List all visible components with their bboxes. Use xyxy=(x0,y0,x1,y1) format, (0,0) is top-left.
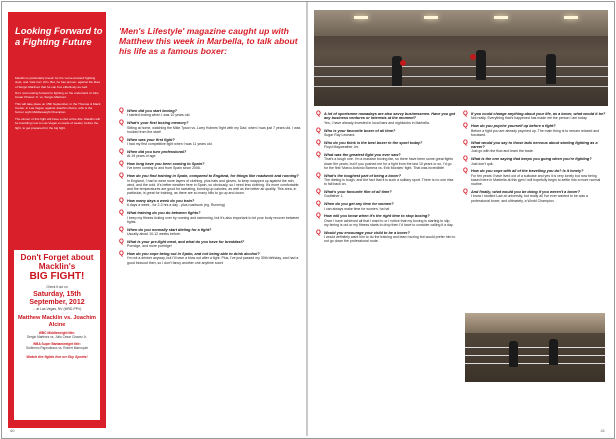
answer-text: Sugar Ray Leonard. xyxy=(324,133,356,138)
promo-tv: Watch the fights live on Sky Sports! xyxy=(26,355,88,360)
ring-sparring-photo xyxy=(465,313,605,382)
answer-text: 6 days a week - for 2-3 hrs a day - plus roadwork (eg. Running) xyxy=(127,203,226,208)
question-marker-icon: Q xyxy=(316,138,321,146)
question-text: Who do you think is the best boxer in the sport today? xyxy=(324,140,423,145)
answer-text: At 19 years of age. xyxy=(127,154,157,159)
answer-text: The dieting is tough, and the fact that it is such a solitary sport. There is no one else to fall back on. xyxy=(324,178,454,187)
question-text: What training do you do between fights? xyxy=(127,211,201,216)
qa-item xyxy=(316,126,456,138)
promo-venue: ... at Las Vegas, NV (MRD-PPV) xyxy=(32,307,82,312)
qa-item xyxy=(119,252,301,265)
promo-detail-label: WBC Middleweight title: xyxy=(38,330,76,335)
question-marker-icon: Q xyxy=(119,107,124,114)
question-text: When did you turn professional? xyxy=(127,149,187,154)
qa-column-right-2 xyxy=(463,112,607,206)
page-number-left: 40 xyxy=(10,428,15,433)
question-marker-icon: Q xyxy=(463,188,468,196)
answer-text: Usually about 10-12 weeks before. xyxy=(127,232,181,237)
qa-item xyxy=(119,199,301,208)
question-marker-icon: Q xyxy=(119,237,124,245)
qa-column-left xyxy=(119,109,301,268)
qa-item xyxy=(119,147,301,159)
question-marker-icon: Q xyxy=(316,171,321,179)
qa-item xyxy=(463,157,607,166)
question-marker-icon: Q xyxy=(119,250,124,258)
answer-text: I keep my fitness ticking over by running and swimming, but it's also important to let your body recover between fights. xyxy=(127,215,300,224)
promo-matchup: Matthew Macklin vs. Joachim Alcine xyxy=(17,315,97,328)
question-text: What's the toughest part of being a boxer? xyxy=(324,173,402,178)
question-text: How long have you been coming to Spain? xyxy=(127,162,205,167)
question-marker-icon: Q xyxy=(316,200,321,208)
qa-item xyxy=(463,112,607,121)
question-marker-icon: Q xyxy=(463,138,468,146)
qa-item xyxy=(119,174,301,195)
question-text: What's your favourite film of all time? xyxy=(324,190,392,195)
question-text: What's your first boxing memory? xyxy=(127,121,189,126)
answer-text: Just go with the flow and learn the trade. xyxy=(471,149,534,154)
page-gutter xyxy=(306,2,308,436)
question-text: When do you get any time for women? xyxy=(324,202,394,207)
qa-item xyxy=(316,214,456,227)
left-page xyxy=(2,2,305,436)
answer-text: I know I studied Law at university, but really all I've ever wanted to be was a professional boxer, and ultimately, a World Champion. xyxy=(471,194,588,203)
promo-detail xyxy=(14,331,100,339)
promo-detail-value: Guillermo Rigondeaux vs. Robert Marroquin xyxy=(25,346,89,351)
answer-text: Porridge, and more porridge! xyxy=(127,244,172,249)
right-page xyxy=(309,2,613,436)
question-text: How do you cope with all of the travelling you do? Is it lonely? xyxy=(471,169,584,174)
promo-big-fight: BIG FIGHT! xyxy=(29,271,85,283)
qa-item xyxy=(119,162,301,171)
answer-text: I'm not a drinker anyway, but I'll have a blow out after a fight. Plus, I've just passed my 30th birthday, and had a good blowout then, so I don't fancy another one anytime soon! xyxy=(127,256,299,265)
sidebar-paragraph: This will take place on 15th September, in the Thomas & Mack Center, in Las Vegas, against Joachim Alcine, who is the former Light Middleweight Champion. xyxy=(15,101,101,115)
qa-item xyxy=(316,112,456,125)
sidebar-body xyxy=(15,76,101,132)
question-marker-icon: Q xyxy=(316,188,321,196)
fight-promo-box xyxy=(14,250,100,420)
question-text: Who is your favourite boxer of all time? xyxy=(324,128,396,133)
promo-detail-value: Sergio Martinez vs. Julio Cesar Chavez Jr. xyxy=(26,334,88,339)
question-text: How do you cope being out in Spain, and not being able to drink alcohol? xyxy=(127,252,260,257)
question-text: When did you start boxing? xyxy=(127,109,177,113)
question-marker-icon: Q xyxy=(463,122,468,130)
qa-item xyxy=(119,109,301,118)
sidebar-paragraph: He's now looking forward to fighting on the undercard of Julio Cesar Chavez Jr. vs. Sergio Martinez. xyxy=(15,91,99,100)
question-text: What would you say to those lads nervous about starting fighting as a career? xyxy=(471,140,598,150)
question-marker-icon: Q xyxy=(316,110,321,117)
question-text: If you could change anything about your life, as a boxer, what would it be? xyxy=(471,112,606,116)
qa-item xyxy=(316,190,456,199)
question-marker-icon: Q xyxy=(463,167,468,175)
qa-item xyxy=(316,228,456,244)
answer-text: I can always make time for women, ha ha! xyxy=(324,206,390,211)
question-marker-icon: Q xyxy=(119,197,124,205)
qa-item xyxy=(316,153,456,170)
question-marker-icon: Q xyxy=(316,228,321,236)
answer-text: Before a fight you are already psyched up. The main thing is to remain relaxed and focussed. xyxy=(471,128,600,137)
answer-text: Once I have achieved all that I want to or I notice that my boxing is starting to slip, my timing is out or my fitness starts to drop then I'd have to consider calling it a day. xyxy=(324,218,454,228)
answer-text: Just don't quit. xyxy=(471,161,494,166)
qa-item xyxy=(119,225,301,237)
answer-text: I started boxing when I was 10 years old. xyxy=(127,113,191,118)
question-marker-icon: Q xyxy=(119,119,124,127)
promo-detail-label: WBA Super Bantamweight title: xyxy=(33,341,81,346)
question-text: A lot of sportsmen nowadays are also savvy businessmen. Have you got any business ventures or interests at the moment? xyxy=(324,112,456,121)
question-text: When do you normally start dieting for a fight? xyxy=(127,227,212,232)
question-marker-icon: Q xyxy=(316,151,321,159)
article-intro: 'Men's Lifestyle' magazine caught up with Matthew this week in Marbella, to talk about his life as a famous boxer: xyxy=(119,26,298,57)
question-text: How many days a week do you train? xyxy=(127,199,195,204)
promo-title: Don't Forget about Macklin's xyxy=(20,253,94,271)
sidebar-paragraph: The winner of this fight will have a shot at the title. Macklin will be travelling now to Las Vegas a couple of weeks, before the fight, to get prepared for the big fight. xyxy=(15,116,100,130)
sidebar-paragraph: Macklin is particularly known for his 'come-forward' fighting style, and 'cast iron' chin. But, he has proven, against the likes of Sergio Martinez that he can box effectively as well. xyxy=(15,76,101,89)
gym-training-photo xyxy=(314,10,608,106)
question-marker-icon: Q xyxy=(463,110,468,117)
answer-text: Godfather 1. xyxy=(324,194,344,199)
answer-text: Floyd Mayweather Jnr. xyxy=(324,145,360,150)
qa-item xyxy=(463,124,607,137)
qa-item xyxy=(316,138,456,150)
question-marker-icon: Q xyxy=(119,160,124,168)
answer-text: For ten years I have lived out of a suitcase and yes it is very lonely but now being based here in Marbella at this gym I will hopefully begin to settle into a more normal routine. xyxy=(471,173,601,187)
question-marker-icon: Q xyxy=(316,126,321,134)
answer-text: Sitting at home, watching the Mike Tyson vs. Larry Holmes' fight with my Dad, when I was just 7 years old. I was hooked from the start! xyxy=(127,125,301,134)
answer-text: In England, I had to wear more layers of clothing, plus hats and gloves, to keep wrapped up against the rain, wind, and the cold. It's better weather here in Spain, so obviously, so I need less clothing. It's more comfortable, and the temperatures are good for sweating, burning up calories, as well as the better air quality. This area, in particular, is great for training, as there are so many hills to go up and down. xyxy=(127,178,300,196)
question-text: And finally, what would you be doing if you weren't a boxer? xyxy=(471,190,580,195)
question-text: How do you psyche yourself up before a fight? xyxy=(471,124,556,129)
question-marker-icon: Q xyxy=(119,209,124,217)
qa-column-right-1 xyxy=(316,112,456,247)
qa-item xyxy=(316,171,456,187)
answer-text: I would definitely want him to do the training and learn boxing but would prefer him to not go down the professional route. xyxy=(324,235,456,244)
question-text: How do you find training in Spain, compared to England, for things like roadwork and running? xyxy=(127,174,299,179)
red-sidebar xyxy=(8,12,106,428)
qa-item xyxy=(119,121,301,134)
answer-text: Yes, I have already invested in local bars and nightclubs in Marbella. xyxy=(324,120,430,125)
question-text: When was your first fight? xyxy=(127,137,175,142)
answer-text: That's a tough one. I'm a massive boxing fan, so there have been some great fights down the years, but if you pushed me for a fight from the last 10 years or so, I'd go for the first 'Marco Antonio Barrera vs. Erik Morales' fight. That was incredible! xyxy=(324,157,453,170)
qa-item xyxy=(463,190,607,203)
answer-text: Not really. Everything that's happened has made me the person I am today. xyxy=(471,116,588,121)
page-number-right: 41 xyxy=(600,428,605,433)
question-marker-icon: Q xyxy=(316,212,321,220)
question-marker-icon: Q xyxy=(119,147,124,155)
qa-item xyxy=(119,211,301,224)
answer-text: I had my first competitive fight when I was 11 years old. xyxy=(127,142,213,147)
promo-detail xyxy=(14,342,100,350)
sidebar-title: Looking Forward to a Fighting Future xyxy=(15,25,103,47)
qa-item xyxy=(119,135,301,147)
qa-item xyxy=(463,138,607,154)
qa-item xyxy=(316,202,456,211)
question-text: Would you encourage your child to be a boxer? xyxy=(324,230,410,235)
question-text: What was the greatest fight you ever saw? xyxy=(324,153,401,158)
qa-item xyxy=(119,237,301,249)
question-text: How will you know when it's the right time to stop boxing? xyxy=(324,214,430,219)
answer-text: I've been coming to and from Spain since 2006. xyxy=(127,166,201,171)
promo-check: Check it out on xyxy=(46,285,68,290)
question-marker-icon: Q xyxy=(119,135,124,143)
question-marker-icon: Q xyxy=(119,225,124,233)
question-marker-icon: Q xyxy=(463,155,468,163)
question-text: What is the one saying that keeps you going when you're fighting? xyxy=(471,157,592,162)
question-marker-icon: Q xyxy=(119,172,124,180)
promo-date: Saturday, 15th September, 2012 xyxy=(29,291,85,306)
question-text: What is your pre-fight meal, and what do you have for breakfast? xyxy=(127,239,245,244)
qa-item xyxy=(463,169,607,186)
